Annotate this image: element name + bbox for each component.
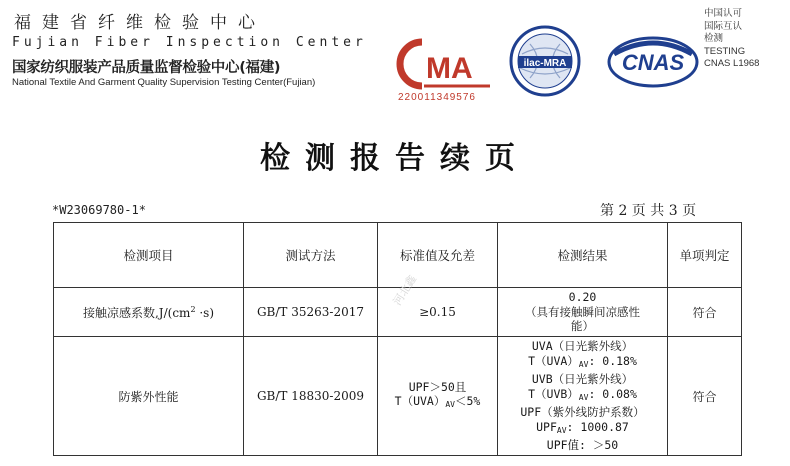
- org-name-cn: 福建省纤维检验中心: [14, 13, 266, 33]
- result-line: （具有接触瞬间凉感性: [525, 304, 640, 319]
- report-title: 检测报告续页: [260, 141, 530, 176]
- cnas-logo: [606, 34, 700, 90]
- result-text: T（UVB）: [528, 386, 579, 401]
- header-result: 检测结果: [498, 223, 668, 288]
- cell-result: [498, 337, 668, 456]
- watermark: 河北鑫: [390, 272, 420, 308]
- result-line: 能）: [571, 319, 594, 334]
- cell-test-item: [54, 288, 244, 337]
- cnas-side-text: [704, 8, 759, 71]
- cell-verdict: 符合: [668, 288, 742, 337]
- standard-text: T（UVA）: [394, 394, 446, 408]
- result-line: [498, 387, 667, 406]
- result-text: : 1000.87: [566, 419, 629, 434]
- item-superscript: 2: [190, 304, 196, 314]
- standard-line: [378, 394, 497, 413]
- standard-line: UPF＞50且: [408, 379, 467, 394]
- cma-c-arc: [400, 42, 422, 86]
- cnas-line: CNAS L1968: [704, 58, 760, 69]
- item-label: 接触凉感系数,J/(cm: [82, 305, 191, 320]
- result-text: : 0.18%: [588, 353, 637, 368]
- result-text: UPF: [536, 419, 557, 434]
- standard-sub: AV: [445, 400, 455, 409]
- cell-verdict: 符合: [668, 337, 742, 456]
- header-test-item: 检测项目: [54, 223, 244, 288]
- result-line: 0.20: [568, 290, 597, 305]
- result-sub: AV: [578, 392, 589, 402]
- report-number: *W23069780-1*: [52, 203, 146, 217]
- result-text: : 0.08%: [588, 386, 637, 401]
- result-sub: AV: [556, 425, 567, 435]
- cnas-line: TESTING: [704, 45, 746, 57]
- header-test-method: 测试方法: [244, 223, 378, 288]
- cnas-line: 国际互认: [704, 20, 743, 32]
- cma-text: MA: [426, 52, 473, 85]
- cell-result: [498, 288, 668, 337]
- cma-number: 220011349576: [398, 92, 476, 103]
- page-info: 第 2 页 共 3 页: [600, 203, 697, 219]
- table-header-row: [54, 223, 742, 288]
- item-label-tail: ·s): [195, 305, 214, 320]
- result-line: UPF（紫外线防护系数）: [520, 405, 645, 420]
- result-sub: AV: [578, 359, 589, 369]
- cnas-text: CNAS: [621, 50, 685, 75]
- result-line: UVB（日光紫外线）: [531, 372, 634, 387]
- standard-text: ＜5%: [454, 394, 481, 408]
- table-row: [54, 337, 742, 456]
- header-verdict: 单项判定: [668, 223, 742, 288]
- cell-test-method: GB/T 35263-2017: [244, 288, 378, 337]
- result-line: UPF值: ＞50: [546, 438, 619, 453]
- header-standard: 标准值及允差: [378, 223, 498, 288]
- cell-test-item: 防紫外性能: [54, 337, 244, 456]
- cma-logo: [396, 34, 494, 92]
- result-line: [498, 354, 667, 373]
- result-text: T（UVA）: [528, 353, 579, 368]
- cell-standard: ≥0.15: [378, 288, 498, 337]
- cell-standard: [378, 337, 498, 456]
- ilac-text: ilac-MRA: [523, 58, 567, 69]
- cnas-line: 中国认可: [704, 8, 743, 19]
- center-name-en: National Textile And Garment Quality Supervision Testing Center(Fujian): [12, 77, 316, 88]
- cnas-line: 检测: [704, 33, 724, 44]
- results-table: [53, 222, 742, 456]
- ilac-mra-logo: [508, 24, 582, 98]
- result-line: UVA（日光紫外线）: [531, 339, 634, 354]
- org-name-en: Fujian Fiber Inspection Center: [12, 35, 367, 50]
- center-name-cn: 国家纺织服装产品质量监督检验中心(福建): [12, 60, 281, 76]
- result-line: [498, 420, 667, 439]
- cell-test-method: GB/T 18830-2009: [244, 337, 378, 456]
